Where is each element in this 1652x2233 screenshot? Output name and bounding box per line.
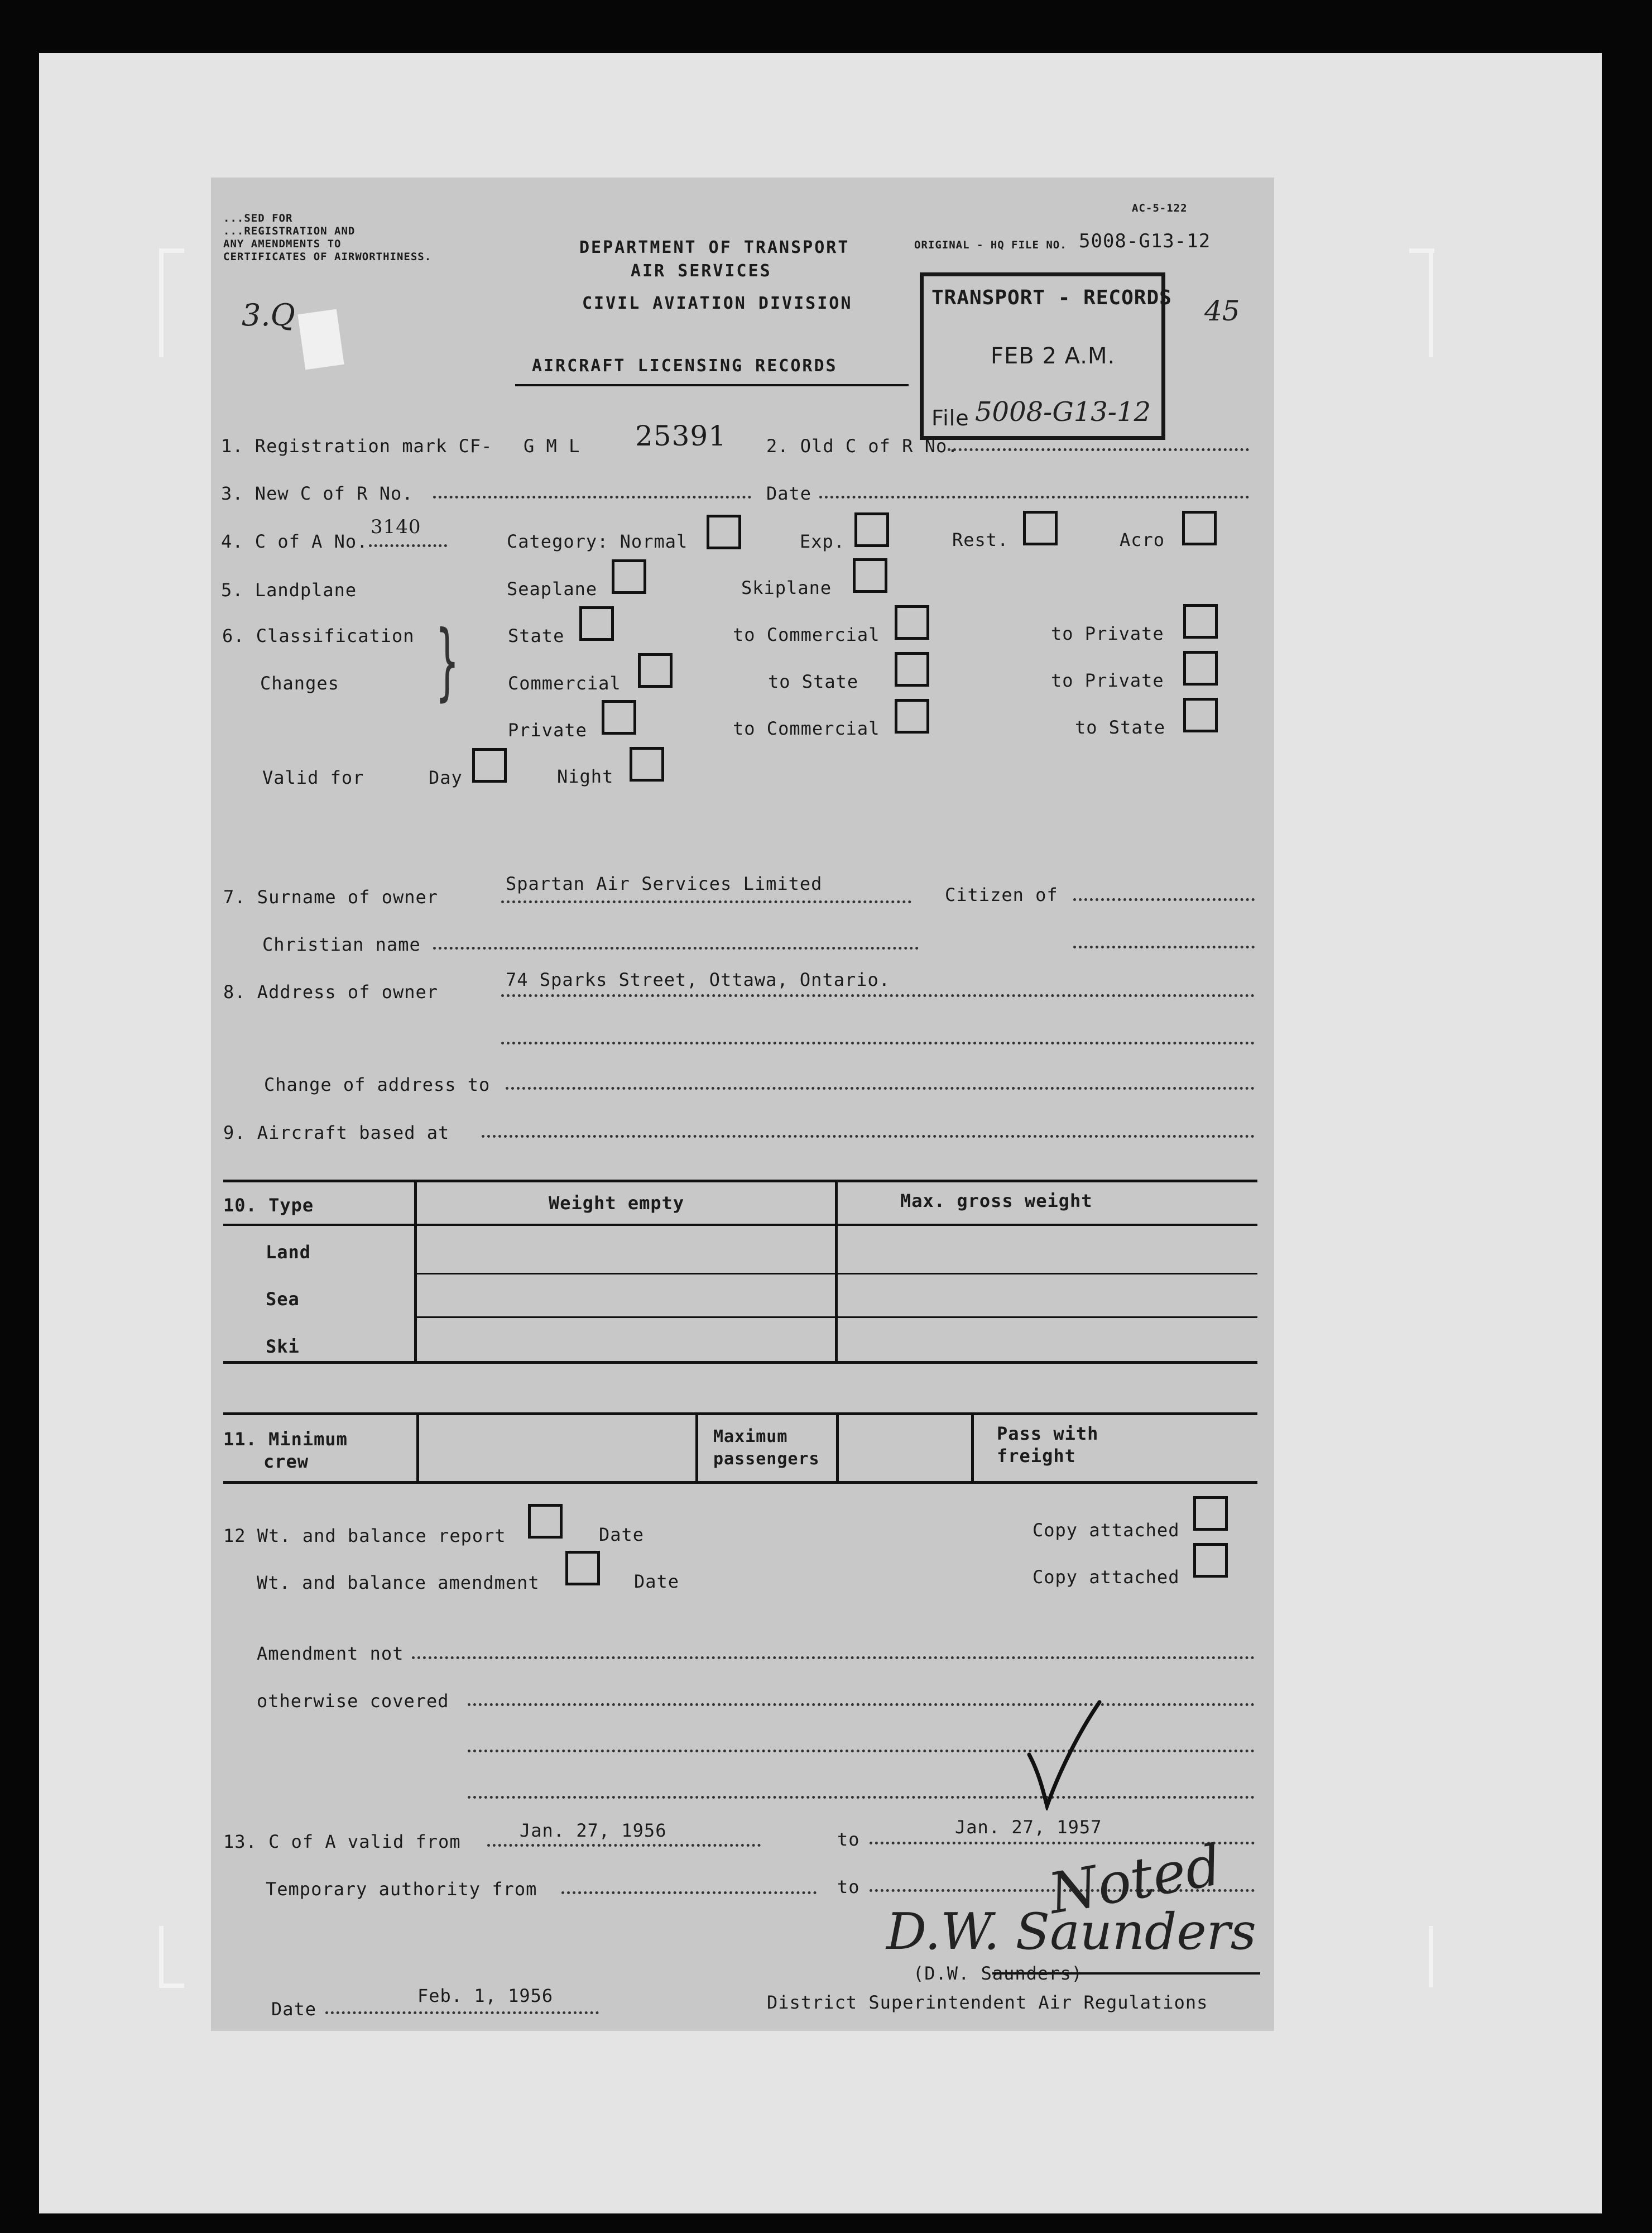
state-to-private-checkbox[interactable] <box>1183 604 1218 639</box>
stamp-line-2: FEB 2 A.M. <box>991 343 1116 369</box>
private-to-state-label: to State <box>1075 717 1166 738</box>
pass-with-freight-cell[interactable] <box>1115 1416 1255 1480</box>
table11-bottom-rule <box>223 1481 1257 1484</box>
signer-name: (D.W. Saunders) <box>913 1963 1083 1984</box>
land-weight-empty-cell[interactable] <box>419 1228 832 1271</box>
amendment-not-field[interactable] <box>412 1656 1255 1659</box>
wb-amend-checkbox[interactable] <box>565 1551 600 1585</box>
wb-amend-copy-checkbox[interactable] <box>1193 1543 1228 1578</box>
seaplane-label: Seaplane <box>507 578 598 600</box>
stamp-file-handwriting: 5008-G13-12 <box>975 396 1151 428</box>
private-label: Private <box>508 720 587 741</box>
max-gross-weight-column-header: Max. gross weight <box>900 1190 1093 1211</box>
checkmark-handwriting <box>1026 1699 1104 1810</box>
landplane-label: 5. Landplane <box>221 579 357 601</box>
wb-report-label: 12 Wt. and balance report <box>223 1525 506 1546</box>
commercial-to-private-label: to Private <box>1051 670 1164 691</box>
address-label: 8. Address of owner <box>223 981 439 1003</box>
normal-checkbox[interactable] <box>707 515 741 549</box>
state-to-commercial-checkbox[interactable] <box>895 605 929 640</box>
state-label: State <box>508 625 565 646</box>
owner-address-field[interactable] <box>501 994 1255 997</box>
temporary-authority-label: Temporary authority from <box>266 1879 537 1900</box>
owner-surname-field[interactable] <box>501 900 911 903</box>
table10-header-rule <box>223 1224 1257 1226</box>
wb-amend-date-label: Date <box>634 1571 680 1592</box>
land-max-gross-cell[interactable] <box>839 1228 1255 1271</box>
state-to-commercial-label: to Commercial <box>733 624 880 645</box>
weight-empty-column-header: Weight empty <box>549 1192 685 1214</box>
sea-max-gross-cell[interactable] <box>839 1276 1255 1315</box>
licensing-form <box>211 178 1274 2031</box>
corner-handwriting: 45 <box>1204 295 1240 327</box>
change-address-label: Change of address to <box>264 1074 491 1095</box>
cofa-number-label: 4. C of A No. <box>221 531 368 552</box>
classification-label: 6. Classification <box>222 625 415 646</box>
temporary-to-label: to <box>837 1876 860 1897</box>
cofa-valid-from-field[interactable] <box>487 1843 761 1847</box>
signature-handwriting: D.W. Saunders <box>886 1903 1256 1961</box>
pass-with-freight-label: Pass with freight <box>997 1423 1099 1467</box>
commercial-to-state-label: to State <box>768 671 859 692</box>
otherwise-covered-label: otherwise covered <box>257 1690 449 1712</box>
classification-brace: } <box>436 613 459 710</box>
night-checkbox[interactable] <box>630 747 664 782</box>
cofa-number-field[interactable] <box>369 544 447 547</box>
new-cofr-date-label: Date <box>766 483 812 504</box>
form-code: AC-5-122 <box>1132 202 1188 214</box>
commercial-to-state-checkbox[interactable] <box>895 652 929 687</box>
wb-report-copy-checkbox[interactable] <box>1193 1496 1228 1531</box>
noted-handwriting: Noted <box>1044 1832 1226 1927</box>
state-checkbox[interactable] <box>579 606 614 641</box>
private-to-commercial-checkbox[interactable] <box>895 699 929 734</box>
minimum-crew-label: 11. Minimum crew <box>223 1429 348 1472</box>
new-cofr-label: 3. New C of R No. <box>221 483 414 504</box>
surname-label: 7. Surname of owner <box>223 887 439 908</box>
christian-name-extra-field[interactable] <box>1073 945 1255 948</box>
stamp-file-label: File <box>931 406 969 430</box>
otherwise-covered-field-3[interactable] <box>468 1795 1255 1799</box>
based-at-label: 9. Aircraft based at <box>223 1122 450 1143</box>
acro-label: Acro <box>1120 529 1165 550</box>
night-label: Night <box>557 766 614 787</box>
commercial-checkbox[interactable] <box>638 653 673 688</box>
table10-col-divider <box>414 1180 417 1364</box>
department-line: DEPARTMENT OF TRANSPORT <box>579 238 850 257</box>
citizen-field[interactable] <box>1073 898 1255 901</box>
christian-name-field[interactable] <box>433 946 919 950</box>
owner-address-field-2[interactable] <box>501 1041 1255 1044</box>
table11-col-divider <box>836 1412 839 1484</box>
old-cofr-label: 2. Old C of R No. <box>766 435 959 457</box>
day-checkbox[interactable] <box>472 748 507 783</box>
new-cofr-date-field[interactable] <box>819 495 1249 499</box>
ski-max-gross-cell[interactable] <box>839 1320 1255 1360</box>
title-underline <box>515 384 909 386</box>
issue-date-value: Feb. 1, 1956 <box>417 1985 554 2006</box>
sea-weight-empty-cell[interactable] <box>419 1276 832 1315</box>
type-sea: Sea <box>266 1288 300 1310</box>
type-column-header: 10. Type <box>223 1195 314 1216</box>
initials-handwriting: 3.Q <box>242 298 295 333</box>
corner-mark <box>1409 248 1434 253</box>
skiplane-checkbox[interactable] <box>853 558 887 593</box>
wb-report-copy-label: Copy attached <box>1032 1520 1180 1541</box>
christian-name-label: Christian name <box>262 934 421 955</box>
cofa-number-value: 3140 <box>371 516 421 538</box>
stamp-line-1: TRANSPORT - RECORDS <box>931 286 1172 309</box>
ski-weight-empty-cell[interactable] <box>419 1320 832 1360</box>
skiplane-label: Skiplane <box>741 577 832 598</box>
registration-mark-value: G M L <box>524 435 580 457</box>
exp-label: Exp. <box>800 531 846 552</box>
corner-mark <box>159 1983 184 1988</box>
issue-date-label: Date <box>271 1999 317 2020</box>
change-address-field[interactable] <box>506 1086 1255 1090</box>
table11-col-divider <box>695 1412 698 1484</box>
type-ski: Ski <box>266 1336 300 1357</box>
table10-top-rule <box>223 1180 1257 1182</box>
commercial-label: Commercial <box>508 673 621 694</box>
air-services-line: AIR SERVICES <box>631 261 772 281</box>
form-title: AIRCRAFT LICENSING RECORDS <box>532 356 838 376</box>
owner-surname-value: Spartan Air Services Limited <box>506 873 823 894</box>
acro-checkbox[interactable] <box>1182 511 1217 545</box>
valid-for-label: Valid for <box>262 767 364 788</box>
division-line: CIVIL AVIATION DIVISION <box>582 294 853 313</box>
rest-checkbox[interactable] <box>1023 511 1058 545</box>
maximum-passengers-label: Maximum passengers <box>713 1427 820 1469</box>
table11-top-rule <box>223 1412 1257 1415</box>
seaplane-checkbox[interactable] <box>612 559 646 594</box>
wb-amend-copy-label: Copy attached <box>1032 1566 1180 1588</box>
exp-checkbox[interactable] <box>854 512 889 547</box>
registration-number: 25391 <box>635 420 727 452</box>
day-label: Day <box>429 767 463 788</box>
wb-report-date-label: Date <box>599 1524 645 1545</box>
state-to-private-label: to Private <box>1051 623 1164 644</box>
signer-title: District Superintendent Air Regulations <box>767 1992 1208 2013</box>
based-at-field[interactable] <box>482 1134 1255 1138</box>
private-to-state-checkbox[interactable] <box>1183 698 1218 732</box>
old-cofr-field[interactable] <box>948 448 1249 451</box>
maximum-passengers-cell[interactable] <box>840 1416 968 1480</box>
registration-mark-label: 1. Registration mark CF- <box>221 435 493 457</box>
otherwise-covered-field[interactable] <box>468 1703 1255 1706</box>
wb-report-checkbox[interactable] <box>528 1504 563 1539</box>
corner-mark <box>1429 248 1433 357</box>
private-checkbox[interactable] <box>602 700 636 735</box>
amendment-not-label: Amendment not <box>257 1643 404 1664</box>
wb-amend-label: Wt. and balance amendment <box>257 1572 540 1593</box>
torn-paper-patch <box>297 309 344 370</box>
otherwise-covered-field-2[interactable] <box>468 1749 1255 1752</box>
transport-records-stamp <box>920 272 1172 440</box>
corner-mark <box>159 1926 164 1987</box>
rest-label: Rest. <box>952 529 1009 550</box>
corner-mark <box>1429 1926 1433 1987</box>
table11-col-divider <box>416 1412 419 1484</box>
minimum-crew-cell[interactable] <box>420 1416 693 1480</box>
citizen-label: Citizen of <box>945 884 1058 905</box>
corner-mark <box>159 248 184 253</box>
hq-file-number: 5008-G13-12 <box>1079 230 1211 252</box>
cofa-valid-label: 13. C of A valid from <box>223 1831 461 1852</box>
new-cofr-field[interactable] <box>433 495 751 499</box>
corner-mark <box>159 248 164 357</box>
category-label: Category: Normal <box>507 531 688 552</box>
header-note: ...SED FOR ...REGISTRATION AND ANY AMENDMENTS TO CERTIFICATES OF AIRWORTHINESS. <box>223 212 432 263</box>
temporary-authority-from-field[interactable] <box>561 1891 817 1894</box>
table10-bottom-rule <box>223 1361 1257 1364</box>
type-land: Land <box>266 1242 311 1263</box>
hq-file-label: ORIGINAL - HQ FILE NO. <box>914 239 1067 251</box>
table10-col-divider <box>835 1180 838 1364</box>
changes-label: Changes <box>260 673 339 694</box>
private-to-commercial-label: to Commercial <box>733 718 880 739</box>
cofa-to-label: to <box>837 1829 860 1850</box>
commercial-to-private-checkbox[interactable] <box>1183 651 1218 686</box>
issue-date-field[interactable] <box>325 2011 599 2014</box>
table11-col-divider <box>971 1412 974 1484</box>
owner-address-value: 74 Sparks Street, Ottawa, Ontario. <box>506 969 891 990</box>
cofa-valid-from-value: Jan. 27, 1956 <box>520 1820 667 1841</box>
cofa-valid-to-value: Jan. 27, 1957 <box>955 1817 1102 1838</box>
